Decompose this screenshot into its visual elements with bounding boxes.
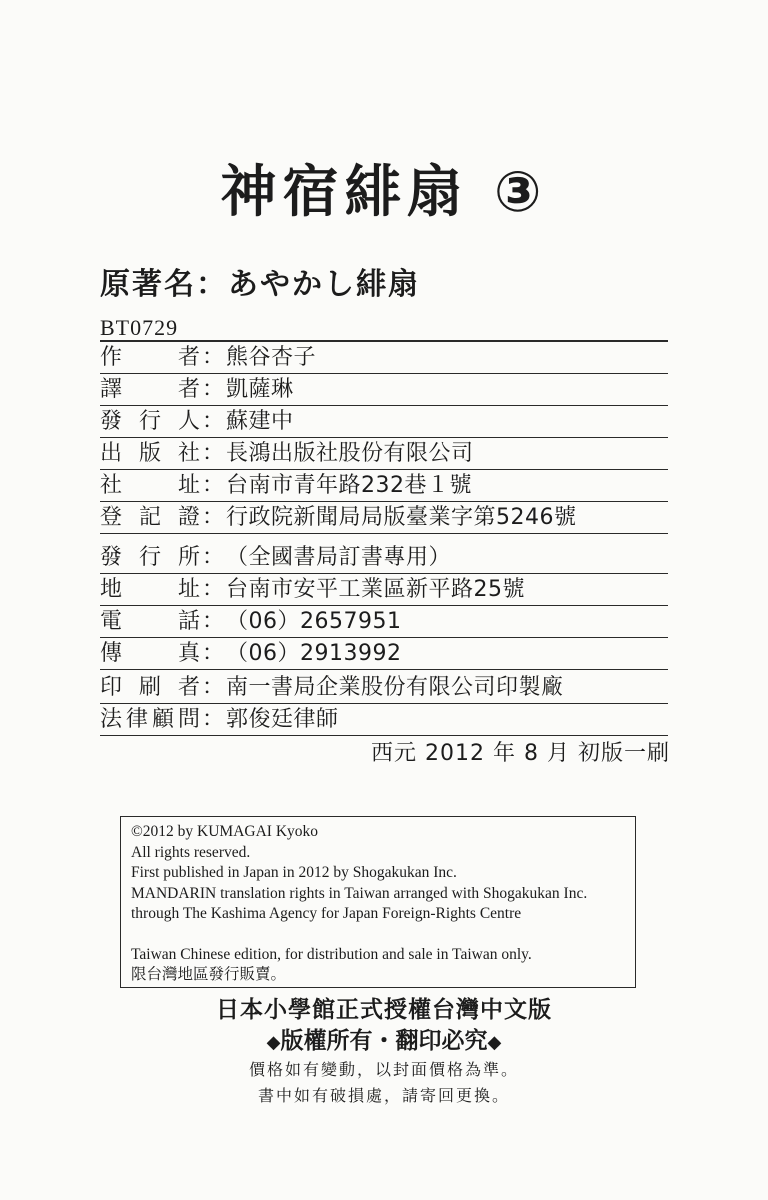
info-row: [100, 470, 668, 501]
underline-rule: [100, 533, 668, 534]
rights-text: 版權所有・翻印必究: [280, 1028, 488, 1054]
label-separator: ：: [201, 377, 224, 402]
label-separator: ：: [201, 441, 224, 466]
info-value: 台南市青年路232巷１號: [226, 473, 472, 498]
label-separator: ：: [201, 409, 224, 434]
info-value: 台南市安平工業區新平路25號: [226, 577, 525, 602]
copyright-line: Taiwan Chinese edition, for distribution and sale in Taiwan only.: [131, 945, 532, 963]
info-row: [100, 342, 668, 373]
copyright-line: through The Kashima Agency for Japan Foreign-Rights Centre: [131, 905, 522, 922]
copyright-line: MANDARIN translation rights in Taiwan arranged with Shogakukan Inc.: [131, 884, 588, 902]
info-value: 凱薩琳: [226, 377, 294, 402]
info-row: [100, 542, 668, 573]
spacer: [131, 925, 635, 945]
copyright-box: [120, 816, 636, 988]
info-label: 發 行 人: [100, 409, 200, 434]
label-separator: ：: [201, 577, 224, 602]
info-value: 行政院新聞局局版臺業字第5246號: [226, 505, 577, 530]
info-row: [100, 672, 668, 703]
label-separator: ：: [201, 505, 224, 530]
info-row: [100, 406, 668, 437]
authorization-statement: 日本小學館正式授權台灣中文版: [216, 997, 552, 1023]
diamond-icon: ◆: [487, 1032, 502, 1053]
info-row: [100, 438, 668, 469]
info-value: 南一書局企業股份有限公司印製廠: [226, 675, 564, 700]
info-row: [100, 574, 668, 605]
publisher-info-group: [100, 342, 668, 534]
info-label: 印 刷 者: [100, 675, 200, 700]
copyright-line: First published in Japan in 2012 by Shogakukan Inc.: [131, 864, 457, 881]
info-value: （06）2913992: [226, 641, 402, 666]
copyright-line: All rights reserved.: [131, 843, 251, 861]
copyright-line: 限台灣地區發行販賣。: [131, 966, 287, 983]
label-separator: ：: [201, 545, 224, 570]
info-value: 郭俊廷律師: [226, 707, 339, 732]
info-label: 發 行 所: [100, 545, 200, 570]
info-label: 譯 者: [100, 377, 200, 402]
info-label: 作 者: [100, 345, 200, 370]
book-code: BT0729: [100, 315, 179, 340]
label-separator: ：: [201, 641, 224, 666]
info-label: 社 址: [100, 473, 200, 498]
info-row: [100, 638, 668, 669]
edition-date: 西元 2012 年 8 月 初版一刷: [371, 741, 670, 766]
info-label: 法 律 顧 問: [100, 707, 200, 732]
original-title: 原著名：あやかし緋扇: [100, 267, 420, 302]
book-title: 神宿緋扇 ③: [220, 160, 548, 225]
copyright-line: ©2012 by KUMAGAI Kyoko: [131, 823, 319, 840]
info-row: [100, 374, 668, 405]
info-value: 長鴻出版社股份有限公司: [226, 441, 474, 466]
diamond-icon: ◆: [266, 1032, 281, 1053]
info-row: [100, 704, 668, 735]
rights-reserved: [0, 1025, 768, 1059]
info-label: 出 版 社: [100, 441, 200, 466]
label-separator: ：: [201, 473, 224, 498]
underline-rule: [100, 669, 668, 670]
info-value: 蘇建中: [226, 409, 294, 434]
info-value: 熊谷杏子: [226, 345, 317, 370]
underline-rule: [100, 735, 668, 736]
label-separator: ：: [201, 675, 224, 700]
printer-info-group: [100, 672, 668, 736]
label-separator: ：: [201, 345, 224, 370]
label-separator: ：: [201, 609, 224, 634]
info-label: 電 話: [100, 609, 200, 634]
info-label: 地 址: [100, 577, 200, 602]
damage-note: 書中如有破損處，請寄回更換。: [257, 1086, 510, 1105]
price-note: 價格如有變動，以封面價格為準。: [248, 1060, 519, 1079]
info-row: [100, 606, 668, 637]
info-row: [100, 502, 668, 533]
label-separator: ：: [201, 707, 224, 732]
info-label: 傳 真: [100, 641, 200, 666]
info-value: （06）2657951: [226, 609, 402, 634]
distributor-info-group: [100, 542, 668, 670]
info-value: （全國書局訂書專用）: [226, 545, 452, 570]
info-label: 登 記 證: [100, 505, 200, 530]
